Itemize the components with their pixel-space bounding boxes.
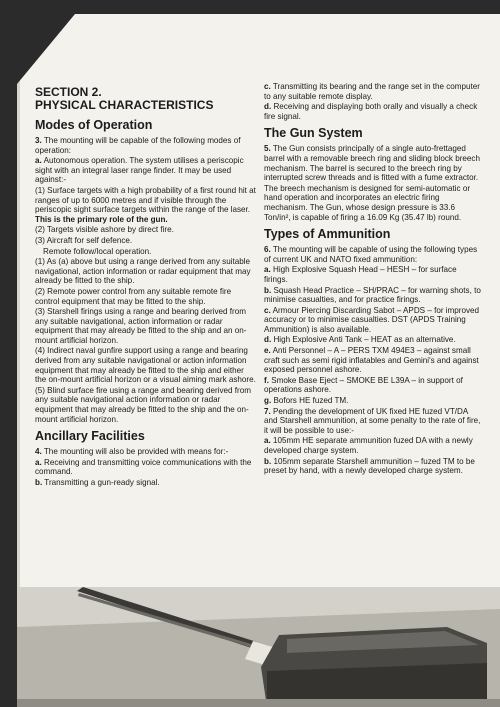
para-6a: a. High Explosive Squash Head – HESH – for surface firings. bbox=[264, 265, 457, 284]
para-3b-1: (1) As (a) above but using a range derived from any suitable navigational, action information or radar equipment that may already be fitted to the ship. bbox=[35, 257, 251, 286]
heading-types-of-ammunition: Types of Ammunition bbox=[264, 227, 391, 242]
section-label: SECTION 2. bbox=[35, 85, 102, 99]
para-3b-5: (5) Blind surface fire using a range and bearing derived from any suitable navigational action information or radar equipment that may already be fitted to the ship and the on-mount artificial horizon. bbox=[35, 385, 251, 424]
heading-modes-of-operation: Modes of Operation bbox=[35, 118, 153, 132]
left-column bbox=[35, 82, 257, 489]
para-3a-3: (3) Aircraft for self defence. bbox=[35, 235, 133, 245]
section-title: PHYSICAL CHARACTERISTICS bbox=[35, 98, 214, 112]
para-5: 5. The Gun consists principally of a single auto-frettaged barrel with a removable breech ring and sliding block breech mechanism. The barrel is secured to the breech ring by interrupted screw threads and is fitted with a fume extractor. bbox=[264, 144, 480, 183]
heading-gun-system: The Gun System bbox=[264, 126, 363, 141]
para-7b: b. 105mm separate Starshell ammunition – fuzed TM to be preset by hand, with a newly developed charge system. bbox=[264, 456, 475, 476]
para-6e: e. Anti Personnel – A – PERS TXM 494E3 – against small craft such as semi rigid inflatables and Gemini's and against exposed personnel ashore. bbox=[264, 346, 479, 375]
para-6b: b. Squash Head Practice – SH/PRAC – for warning shots, to minimise casualties, and for practice firings. bbox=[264, 285, 481, 305]
para-3b-3: (3) Starshell firings using a range and bearing derived from any suitable navigational, action information or radar equipment that may already be fitted to the ship and an on-mount artificial horizon. bbox=[35, 307, 247, 345]
para-6f: f. Smoke Base Eject – SMOKE BE L39A – in support of operations ashore. bbox=[264, 375, 463, 395]
para-3b: Remote follow/local operation. bbox=[43, 246, 152, 256]
gun-turret-photo bbox=[17, 587, 500, 707]
para-3b-4: (4) Indirect naval gunfire support using a range and bearing derived from any suitable navigational or action information equipment that may already be fitted to the ship and either the on-mount artificial horizon or a visual aiming mark ashore. bbox=[35, 346, 256, 385]
para-4a: a. Receiving and transmitting voice communications with the command. bbox=[35, 457, 252, 477]
shadow-fold bbox=[17, 14, 75, 84]
heading-ancillary-facilities: Ancillary Facilities bbox=[35, 429, 145, 444]
para-3a-2: (2) Targets visible ashore by direct fire. bbox=[35, 225, 174, 235]
para-4d: d. Receiving and displaying both orally and visually a check fire signal. bbox=[264, 102, 478, 121]
para-6g: g. Bofors HE fuzed TM. bbox=[264, 396, 349, 406]
para-5b: The breech mechanism is designed for semi-automatic or hand operation and incorporates an electric firing mechanism. The Gun, whose design pressure is 33.6 Ton/in², is capable of firing a 16.09 Kg (35.47 lb) round. bbox=[264, 183, 471, 222]
para-6d: d. High Explosive Anti Tank – HEAT as an alternative. bbox=[264, 335, 456, 345]
document-page bbox=[17, 14, 500, 707]
para-6: 6. The mounting will be capable of using the following types of current UK and NATO fixed ammunition: bbox=[264, 245, 478, 264]
para-3b-2: (2) Remote power control from any suitable remote fire control equipment that may be fitted to the ship. bbox=[35, 286, 232, 306]
para-6c: c. Armour Piercing Discarding Sabot – APDS – for improved accuracy or to minimise casualties. DST (APDS Training Ammunition) is also available. bbox=[264, 305, 480, 334]
para-7a: a. 105mm HE separate ammunition fuzed DA with a newly developed charge system. bbox=[264, 436, 473, 455]
para-3: 3. The mounting will be capable of the following modes of operation: bbox=[35, 136, 241, 155]
para-4b: b. Transmitting a gun-ready signal. bbox=[35, 478, 160, 487]
para-7: 7. Pending the development of UK fixed HE fuzed VT/DA and Starshell ammunition, at some penalty to the rate of fire, it will be possible to use:- bbox=[264, 406, 481, 435]
gun-turret-illustration bbox=[17, 587, 500, 707]
para-4: 4. The mounting will also be provided with means for:- bbox=[35, 447, 229, 457]
para-3a: a. Autonomous operation. The system utilises a periscopic sight with an integral laser range finder. It may be used against:- bbox=[35, 156, 244, 185]
para-4c: c. Transmitting its bearing and the range set in the computer to any suitable remote display. bbox=[264, 82, 480, 101]
right-column bbox=[264, 82, 482, 477]
para-3a-1: (1) Surface targets with a high probability of a first round hit at ranges of up to 6000 metres and if visible through the periscopic sight surface targets within the range of the laser. This is the primary role of the gun. bbox=[35, 185, 256, 224]
